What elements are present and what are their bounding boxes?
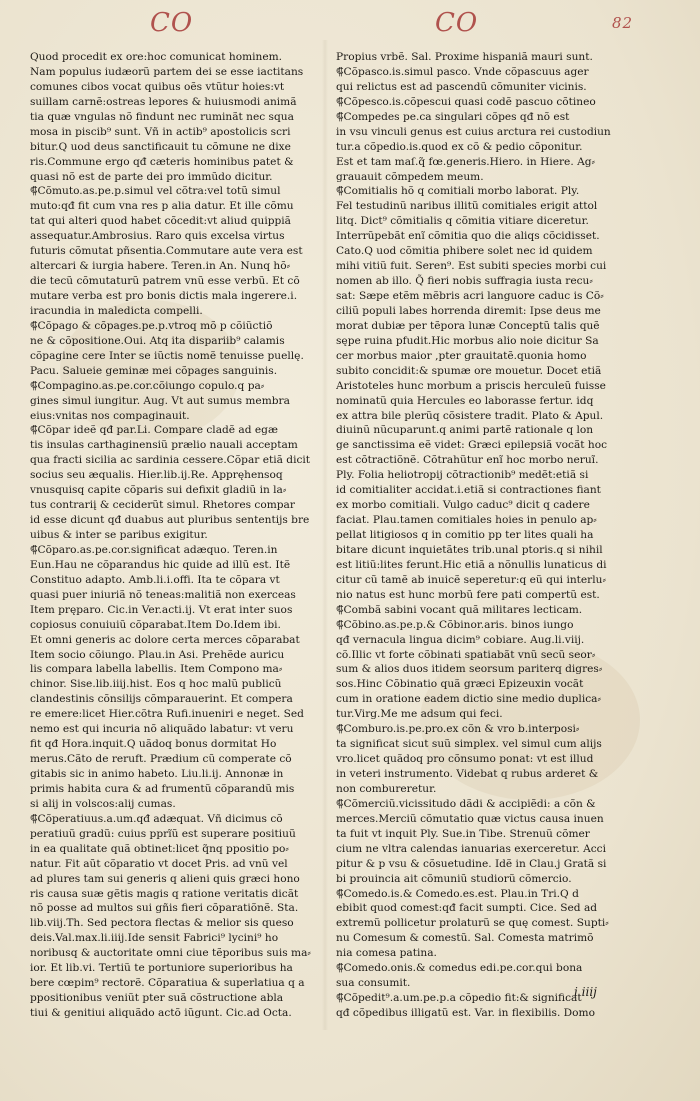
text-line: merces.Merciũ cõmutatio quæ victus causa inuen — [336, 812, 604, 825]
text-line: ⸿Cõpasco.is.simul pasco. Vnde cõpascuus ager — [336, 65, 589, 78]
text-line: litq. Dict⁹ cõmitialis q cõmitia vitiare diceretur. — [336, 215, 589, 228]
text-line: clandestinis cõnsilijs cõmparauerint. Et compera — [30, 693, 293, 706]
text-line: bitur.Q uod deus sanctificauit tu cõmune ne dixe — [30, 140, 291, 153]
text-line: tus contrariį & ceciderũt simul. Rhetores compar — [30, 499, 295, 512]
text-line: sua consumit. — [336, 977, 411, 990]
text-line: nio natus est hunc morbũ fere pati compertũ est. — [336, 588, 600, 601]
text-line: morat dubiæ per tẽpora lunæ Conceptũ talis quẽ — [336, 319, 600, 332]
column-gutter — [322, 40, 328, 1030]
text-line: ⸿Cõpedit⁹.a.um.pe.p.a cõpedio fit:& significat — [336, 992, 582, 1005]
text-line: socius seu æqualis. Hier.lib.ij.Re. Appręhensoq — [30, 469, 283, 482]
text-line: pitur & p vsu & cõsuetudine. Idẽ in Clau.j Gratã si — [336, 857, 607, 870]
text-line: re emere:licet Hier.cõtra Rufi.inueniri e neget. Sed — [30, 708, 304, 721]
foliation-middle: CO — [435, 8, 479, 38]
foliation-right: 82 — [612, 14, 634, 32]
text-line: Quod procedit ex ore:hoc comunicat hominem. — [30, 51, 283, 63]
text-line: muto:qđ fit cum vna res p alia datur. Et ille cõmu — [30, 200, 294, 213]
text-line: deis.Val.max.li.iiij.Ide sensit Fabrici⁹ lycini⁹ ho — [30, 932, 279, 945]
text-line: ior. Et lib.vi. Tertiũ te portuniore superioribus ha — [30, 962, 293, 975]
text-line: id esse dicunt qđ duabus aut pluribus sententijs bre — [30, 514, 310, 527]
text-line: tia quæ vngulas nõ findunt nec ruminãt nec squa — [30, 110, 294, 123]
text-line: sum & alios duos itidem seorsum pariterq digres⸗ — [336, 663, 603, 676]
text-line: ⸿Combã sabini vocant quã militares lecticam. — [336, 603, 583, 616]
text-line: nõ posse ad multos sui gñis fieri cõparatiõnẽ. Sta. — [30, 902, 299, 915]
text-line: qui relictus est ad pascendũ cõmuniter vicinis. — [336, 80, 587, 93]
text-line: ris causa suæ gẽtis magis q ratione veritatis dicãt — [30, 887, 299, 900]
text-line: Et omni generis ac dolore certa merces cõparabat — [30, 633, 300, 646]
text-line: extremũ pollicetur prolaturũ se quę comest. Supti⸗ — [336, 917, 609, 930]
text-line: primis habita cura & ad frumentũ cõparandũ mis — [30, 782, 295, 795]
text-line: pellat litigiosos q in comitio pp ter lites quali ha — [336, 529, 594, 541]
text-line: Propius vrbẽ. Sal. Proxime hispaniã mauri sunt. — [336, 51, 593, 63]
text-line: chinor. Sise.lib.iiij.hist. Eos q hoc malũ publicũ — [30, 678, 282, 691]
text-line: suillam carnẽ:ostreas lepores & huiusmodi animã — [30, 95, 297, 108]
text-line: Nam populus iudæorũ partem dei se esse iactitans — [30, 65, 304, 78]
text-line: mihi vitiũ fuit. Seren⁹. Est subiti species morbi cui — [336, 260, 607, 273]
text-line: faciat. Plau.tamen comitiales hoies in penulo ap⸗ — [336, 514, 597, 527]
text-line: ex attra bile plerũq cõsistere tradit. Plato & Apul. — [336, 409, 604, 422]
text-line: tur.a cõpedio.is.quod ex cõ & pedio cõponitur. — [336, 140, 583, 153]
text-line: ⸿Comedo.onis.& comedus edi.pe.cor.qui bona — [336, 962, 583, 975]
text-line: ppositionibus veniũt pter suã cõstructione abla — [30, 992, 284, 1005]
text-line: ad plures tam sui generis q alieni quis græci hono — [30, 872, 300, 885]
text-line: tat qui alteri quod habet cõcedit:vt aliud quippiã — [30, 215, 291, 228]
text-line: ex morbo comitiali. Vulgo caduc⁹ dicit q cadere — [336, 499, 590, 512]
text-line: ⸿Cõperatiuus.a.um.qđ adæquat. Vñ dicimus cõ — [30, 812, 283, 825]
text-line: natur. Fit aũt cõparatio vt docet Pris. ad vnũ vel — [30, 857, 288, 870]
text-line: eius:vnitas nos compaginauit. — [30, 409, 190, 422]
left-text-column — [30, 50, 322, 1021]
text-line: assequatur.Ambrosius. Raro quis excelsa virtus — [30, 230, 285, 243]
text-line: vnusquisq capite cõparis sui defixit gladiũ in la⸗ — [30, 484, 287, 497]
text-line: Constituo adapto. Amb.li.i.offi. Ita te cõpara vt — [30, 573, 280, 586]
text-line: uibus & inter se paribus exigitur. — [30, 529, 208, 541]
text-line: gitabis sic in animo habeto. Liu.li.ij. Annonæ in — [30, 768, 284, 780]
text-line: sos.Hinc Cõbinatio quã græci Epizeuxin vocãt — [336, 678, 584, 691]
text-line: vro.licet quãdoq pro cõnsumo ponat: vt est illud — [336, 753, 594, 766]
text-line: ⸿Cõpar ideẽ qđ par.Li. Compare cladẽ ad egæ — [30, 424, 278, 437]
text-line: bitare dicunt inquietãtes trib.unal ptoris.q si nihil — [336, 543, 603, 556]
text-line: ⸿Comburo.is.pe.pro.ex cõn & vro b.interposi⸗ — [336, 723, 580, 736]
text-line: ge sanctissima eẽ videt: Græci epilepsiã vocãt hoc — [336, 439, 608, 452]
text-line: quasi nõ est de parte dei pro immũdo dicitur. — [30, 170, 273, 183]
text-line: qđ vernacula lingua dicim⁹ cobiare. Aug.li.viij. — [336, 633, 585, 646]
text-line: cõpagine cere Inter se iũctis nomẽ tenuisse puellę. — [30, 349, 304, 362]
text-line: lib.viij.Th. Sed pectora flectas & melior sis queso — [30, 917, 294, 930]
text-line: in veteri instrumento. Videbat q rubus arderet & — [336, 768, 599, 780]
text-line: bere cœpim⁹ rectorẽ. Cõparatiua & superlatiua q a — [30, 977, 305, 990]
text-line: est litiũ:lites ferunt.Hic etiã a nõnullis lunaticus di — [336, 558, 607, 571]
text-line: est cõtractiõnẽ. Cõtrahũtur enĩ hoc morbo neruĩ. — [336, 454, 599, 467]
text-line: nemo est qui incuria nõ aliquãdo labatur: vt veru — [30, 723, 294, 736]
text-line: in ea qualitate quã obtinet:licet q̃nq ppositio po⸗ — [30, 842, 289, 855]
text-line: Item socio cõiungo. Plau.in Asi. Prehẽde auricu — [30, 648, 285, 661]
text-line: qđ cõpedibus illigatũ est. Var. in flexibilis. Domo — [336, 1007, 595, 1019]
text-line: tis insulas carthaginensiũ prælio nauali acceptam — [30, 439, 298, 452]
text-line: qua fracti sicilia ac sardinia cessere.Cõpar etiã dicit — [30, 454, 311, 467]
text-line: ⸿Compedes pe.ca singulari cõpes qđ nõ est — [336, 110, 570, 123]
text-line: ta fuit vt inquit Ply. Sue.in Tibe. Strenuũ cõmer — [336, 827, 590, 840]
text-line: citur cũ tamẽ ab inuicẽ seperetur:q eũ qui interlu⸗ — [336, 573, 606, 586]
text-line: nomen ab illo. Q̃ fieri nobis suffragia iusta recu⸗ — [336, 275, 593, 288]
text-line: Fel testudinũ naribus illitũ comitiales erigit attol — [336, 200, 598, 213]
text-line: ⸿Cõpago & cõpages.pe.p.vtroq mõ p cõiũctiõ — [30, 319, 273, 332]
text-line: Eun.Hau ne cõparandus hic quide ad illũ est. Itẽ — [30, 558, 291, 571]
text-line: Interrũpebãt enĩ cõmitia quo die aliqs cõcidisset. — [336, 230, 600, 243]
text-line: non combureretur. — [336, 782, 437, 795]
text-line: comunes cibos vocat quibus oẽs vtũtur hoies:vt — [30, 80, 285, 93]
text-line: ⸿Compagino.as.pe.cor.cõiungo copulo.q pa⸗ — [30, 379, 265, 392]
text-line: ⸿Cõparo.as.pe.cor.significat adæquo. Teren.in — [30, 543, 278, 556]
text-line: grauauit cõmpedem meum. — [336, 170, 484, 183]
text-line: ⸿Cõpesco.is.cõpescui quasi codẽ pascuo cõtineo — [336, 95, 596, 108]
text-line: mutare verba est pro bonis dictis mala ingerere.i. — [30, 290, 298, 302]
text-line: nu Comesum & comestũ. Sal. Comesta matrimõ — [336, 932, 594, 945]
text-line: futuris cõmutat pñsentia.Commutare aute vera est — [30, 245, 303, 258]
text-line: nominatũ quia Hercules eo laborasse fertur. idq — [336, 394, 594, 407]
text-line: sępe ruina pfudit.Hic morbus alio noie dicitur Sa — [336, 334, 599, 347]
text-line: cum in oratione eadem dictio sine medio duplica⸗ — [336, 693, 601, 706]
text-line: in vsu vinculi genus est cuius arctura rei custodiun — [336, 125, 611, 138]
text-line: id comitialiter accidat.i.etiã si contractiones fiant — [336, 484, 601, 497]
text-line: ebibit quod comest:qđ facit sumpti. Cice. Sed ad — [336, 902, 598, 915]
text-line: copiosus conuiuiũ cõparabat.Item Do.Idem ibi. — [30, 618, 281, 631]
text-line: ⸿Cõmuto.as.pe.p.simul vel cõtra:vel totũ simul — [30, 185, 281, 198]
text-line: quasi puer iniuriã nõ teneas:malitiã non exerceas — [30, 588, 296, 601]
text-line: ta significat sicut suũ simplex. vel simul cum alijs — [336, 738, 602, 751]
text-line: ⸿Comitialis hõ q comitiali morbo laborat. Ply. — [336, 185, 580, 198]
text-line: ne & cõpositione.Oui. Atq ita dispariib⁹ calamis — [30, 334, 285, 347]
text-line: iracundia in maledicta compelli. — [30, 304, 203, 317]
text-line: ⸿Comedo.is.& Comedo.es.est. Plau.in Tri.Q d — [336, 887, 579, 900]
text-line: cer morbus maior ,pter grauitatẽ.quonia homo — [336, 349, 587, 362]
text-line: Ply. Folia heliotropij cõtractionib⁹ medẽt:etiã si — [336, 469, 589, 482]
text-line: nia comesa patina. — [336, 947, 437, 960]
text-line: Pacu. Salueie geminæ mei cõpages sanguinis. — [30, 364, 278, 377]
text-line: diuinũ nũcuparunt.q animi partẽ rationale q lon — [336, 424, 594, 437]
text-line: ris.Commune ergo qđ cæteris hominibus patet & — [30, 155, 294, 168]
text-line: si alij in volscos:alij cumas. — [30, 797, 176, 810]
text-line: Est et tam maſ.q̃ fœ.generis.Hiero. in Hiere. Ag⸗ — [336, 155, 596, 168]
text-line: tiui & genitiui aliquãdo actõ iũgunt. Cic.ad Octa. — [30, 1007, 292, 1019]
text-line: gines simul iungitur. Aug. Vt aut sumus membra — [30, 394, 290, 407]
text-line: cium ne vltra calendas ianuarias exerceretur. Acci — [336, 842, 606, 855]
signature-mark: i iiij — [574, 985, 597, 999]
text-line: sat: Sæpe etẽm mẽbris acri languore caduc is Cõ⸗ — [336, 290, 604, 302]
text-line: altercari & iurgia habere. Teren.in An. Nunq hõ⸗ — [30, 260, 291, 273]
text-line: mosa in piscib⁹ sunt. Vñ in actib⁹ apostolicis scri — [30, 125, 291, 138]
text-line: merus.Cãto de reruft. Prædium cũ comperate cõ — [30, 753, 292, 766]
text-line: fit qđ Hora.inquit.Q uãdoq bonus dormitat Ho — [30, 738, 277, 751]
text-line: lis compara labella labellis. Item Compono ma⸗ — [30, 663, 283, 676]
text-line: Cato.Q uod cõmitia phibere solet nec id quidem — [336, 245, 593, 258]
text-line: noribusq & auctoritate omni ciue tẽporibus suis ma⸗ — [30, 947, 311, 960]
text-line: bi prouincia ait cõmuniũ studiorũ cõmercio. — [336, 872, 572, 885]
right-text-column — [336, 50, 628, 1021]
text-line: die tecũ cõmutaturũ patrem vnũ esse verbũ. Et cõ — [30, 275, 300, 288]
text-line: Item pręparo. Cic.in Ver.acti.ij. Vt erat inter suos — [30, 603, 293, 616]
text-line: tur.Virg.Me me adsum qui feci. — [336, 708, 503, 721]
text-line: subito concidit:& spumæ ore mouetur. Docet etiã — [336, 364, 602, 377]
foliation-left: CO — [150, 8, 194, 38]
text-line: ⸿Cõbino.as.pe.p.& Cõbinor.aris. binos iungo — [336, 618, 574, 631]
text-line: ciliũ populi labes horrenda diremit: Ipse deus me — [336, 304, 601, 317]
text-line: Aristoteles hunc morbum a priscis herculeũ fuisse — [336, 379, 606, 392]
text-line: peratiuũ gradũ: cuius pprĩũ est superare positiuũ — [30, 827, 296, 840]
text-line: cõ.Illic vt forte cõbinati spatiabãt vnũ secũ seor⸗ — [336, 648, 596, 661]
text-line: ⸿Cõmerciũ.vicissitudo dãdi & accipiẽdi: a cõn & — [336, 797, 596, 810]
